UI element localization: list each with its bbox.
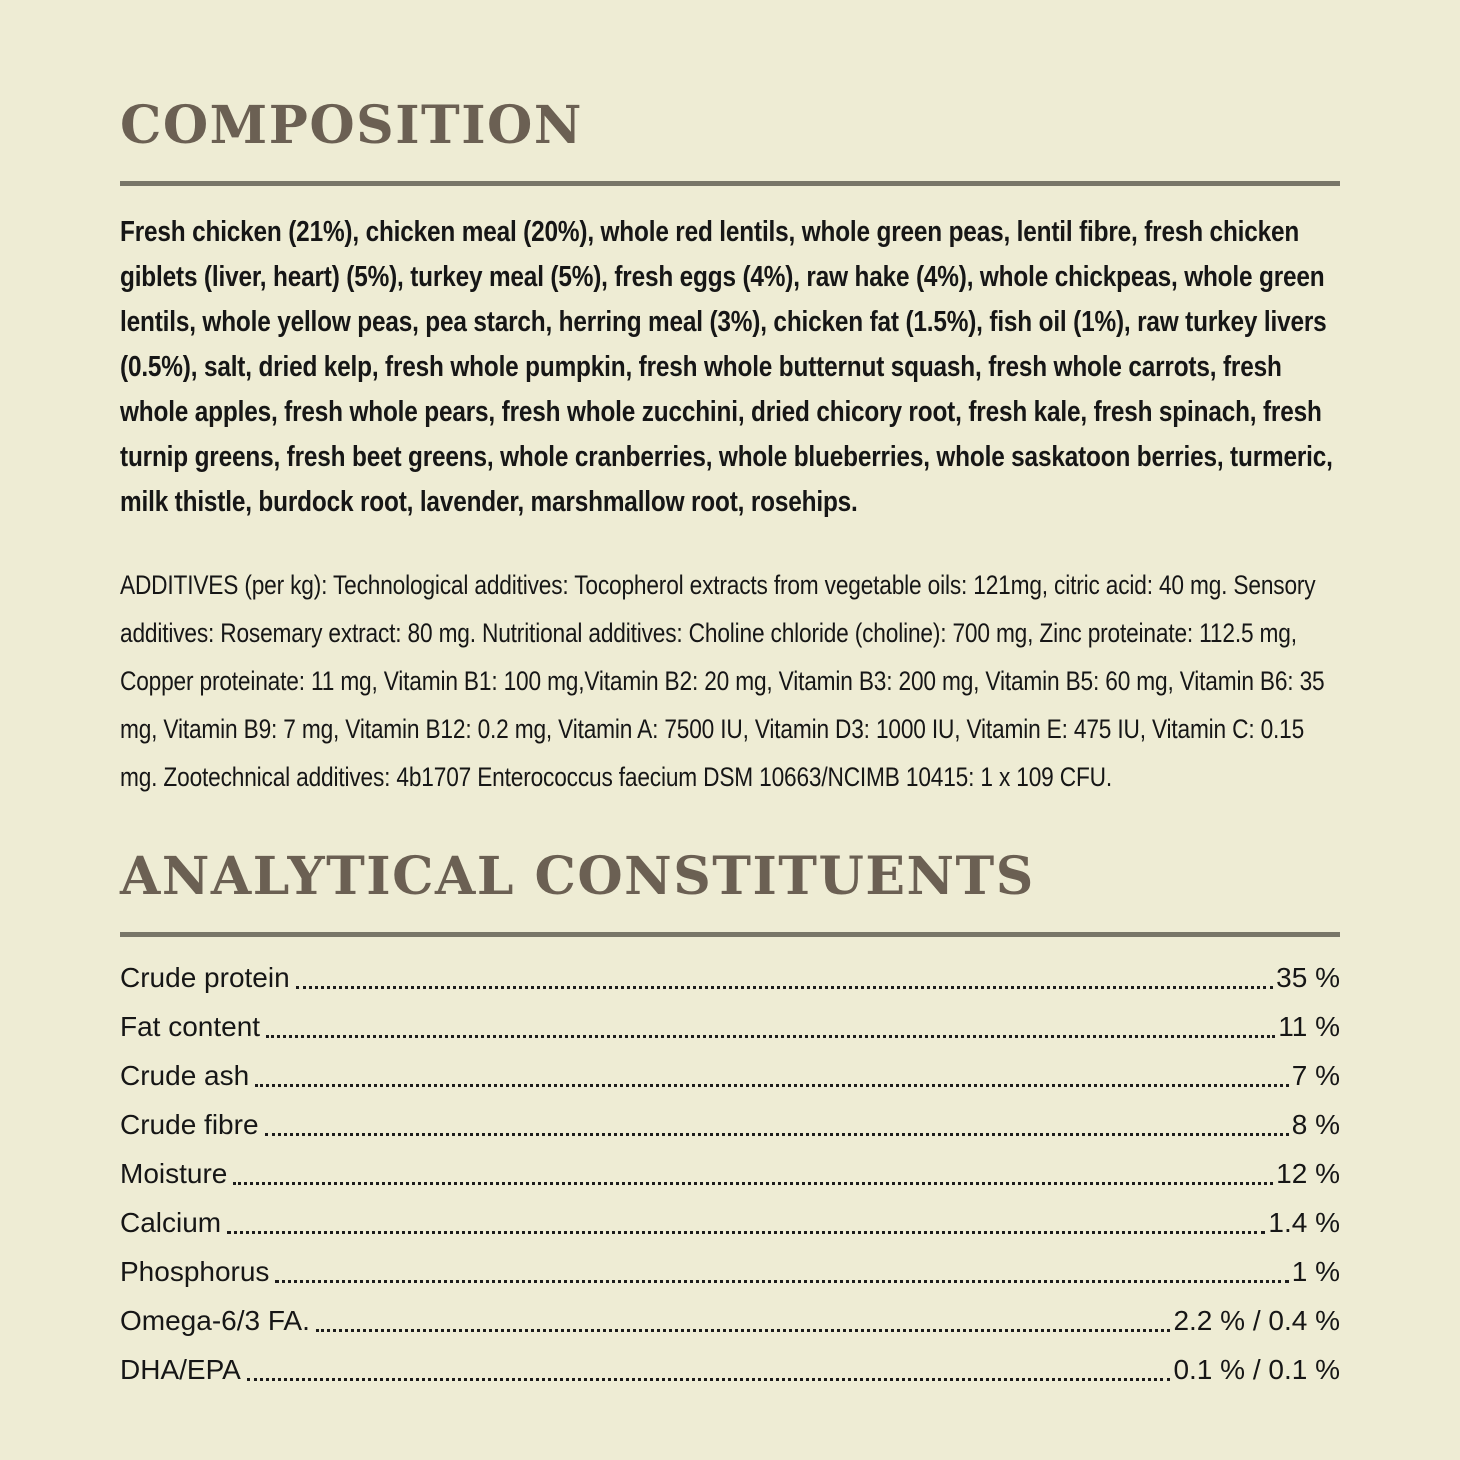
dot-leader bbox=[247, 1378, 1171, 1381]
analytical-value: 0.1 % / 0.1 % bbox=[1173, 1354, 1340, 1385]
analytical-value: 11 % bbox=[1278, 1011, 1340, 1042]
analytical-label: Crude fibre bbox=[120, 1109, 259, 1140]
analytical-row-omega bbox=[120, 1296, 1340, 1345]
dot-leader bbox=[233, 1182, 1273, 1185]
dot-leader bbox=[275, 1280, 1288, 1283]
analytical-label: Omega-6/3 FA. bbox=[120, 1305, 310, 1336]
dot-leader bbox=[316, 1329, 1171, 1332]
analytical-row-crude-fibre bbox=[120, 1100, 1340, 1149]
analytical-row-crude-ash bbox=[120, 1051, 1340, 1100]
dot-leader bbox=[266, 1035, 1275, 1038]
analytical-label: Calcium bbox=[120, 1207, 222, 1238]
additives-paragraph: ADDITIVES (per kg): Technological additives: Tocopherol extracts from vegetable oils: 121mg, citric acid: 40 mg. Sensory additives: Rosemary extract: 80 mg. Nutritional additives: Choline chloride (choline): 700 mg, Zinc proteinate: 112.5 mg, Copper proteinate: 11 mg, Vitamin B1: 100 mg,Vitamin B2: 20 mg, Vitamin B3: 200 mg, Vitamin B5: 60 mg, Vitamin B6: 35 mg, Vitamin B9: 7 mg, Vitamin B12: 0.2 mg, Vitamin A: 7500 IU, Vitamin D3: 1000 IU, Vitamin E: 475 IU, Vitamin C: 0.15 mg. Zootechnical additives: 4b1707 Enterococcus faecium DSM 10663/NCIMB 10415: 1 x 109 CFU. bbox=[120, 570, 1325, 792]
analytical-label: Phosphorus bbox=[120, 1256, 270, 1287]
dot-leader bbox=[265, 1133, 1289, 1136]
analytical-value: 35 % bbox=[1276, 962, 1340, 993]
analytical-table bbox=[120, 953, 1340, 1394]
analytical-title: ANALYTICAL CONSTITUENTS bbox=[120, 846, 1035, 907]
analytical-row-fat-content bbox=[120, 1002, 1340, 1051]
analytical-label: Crude protein bbox=[120, 962, 290, 993]
analytical-row-calcium bbox=[120, 1198, 1340, 1247]
analytical-row-phosphorus bbox=[120, 1247, 1340, 1296]
section-divider bbox=[120, 932, 1340, 937]
analytical-value: 7 % bbox=[1291, 1060, 1340, 1091]
analytical-label: Fat content bbox=[120, 1011, 261, 1042]
section-divider bbox=[120, 181, 1340, 186]
composition-title: COMPOSITION bbox=[120, 95, 583, 156]
analytical-value: 8 % bbox=[1291, 1109, 1340, 1140]
analytical-value: 1 % bbox=[1291, 1256, 1340, 1287]
analytical-value: 2.2 % / 0.4 % bbox=[1173, 1305, 1340, 1336]
analytical-row-dha-epa bbox=[120, 1345, 1340, 1394]
analytical-label: Crude ash bbox=[120, 1060, 250, 1091]
analytical-row-moisture bbox=[120, 1149, 1340, 1198]
dot-leader bbox=[227, 1231, 1265, 1234]
dot-leader bbox=[255, 1084, 1289, 1087]
analytical-label: Moisture bbox=[120, 1158, 228, 1189]
analytical-label: DHA/EPA bbox=[120, 1354, 241, 1385]
analytical-row-crude-protein bbox=[120, 953, 1340, 1002]
analytical-value: 12 % bbox=[1276, 1158, 1340, 1189]
dot-leader bbox=[296, 986, 1274, 989]
ingredients-paragraph: Fresh chicken (21%), chicken meal (20%), whole red lentils, whole green peas, lentil fibre, fresh chicken giblets (liver, heart) (5%), turkey meal (5%), fresh eggs (4%), raw hake (4%), whole chickpeas, whole green lentils, whole yellow peas, pea starch, herring meal (3%), chicken fat (1.5%), fish oil (1%), raw turkey livers (0.5%), salt, dried kelp, fresh whole pumpkin, fresh whole butternut squash, fresh whole carrots, fresh whole apples, fresh whole pears, fresh whole zucchini, dried chicory root, fresh kale, fresh spinach, fresh turnip greens, fresh beet greens, whole cranberries, whole blueberries, whole saskatoon berries, turmeric, milk thistle, burdock root, lavender, marshmallow root, rosehips. bbox=[120, 216, 1333, 518]
analytical-value: 1.4 % bbox=[1268, 1207, 1340, 1238]
